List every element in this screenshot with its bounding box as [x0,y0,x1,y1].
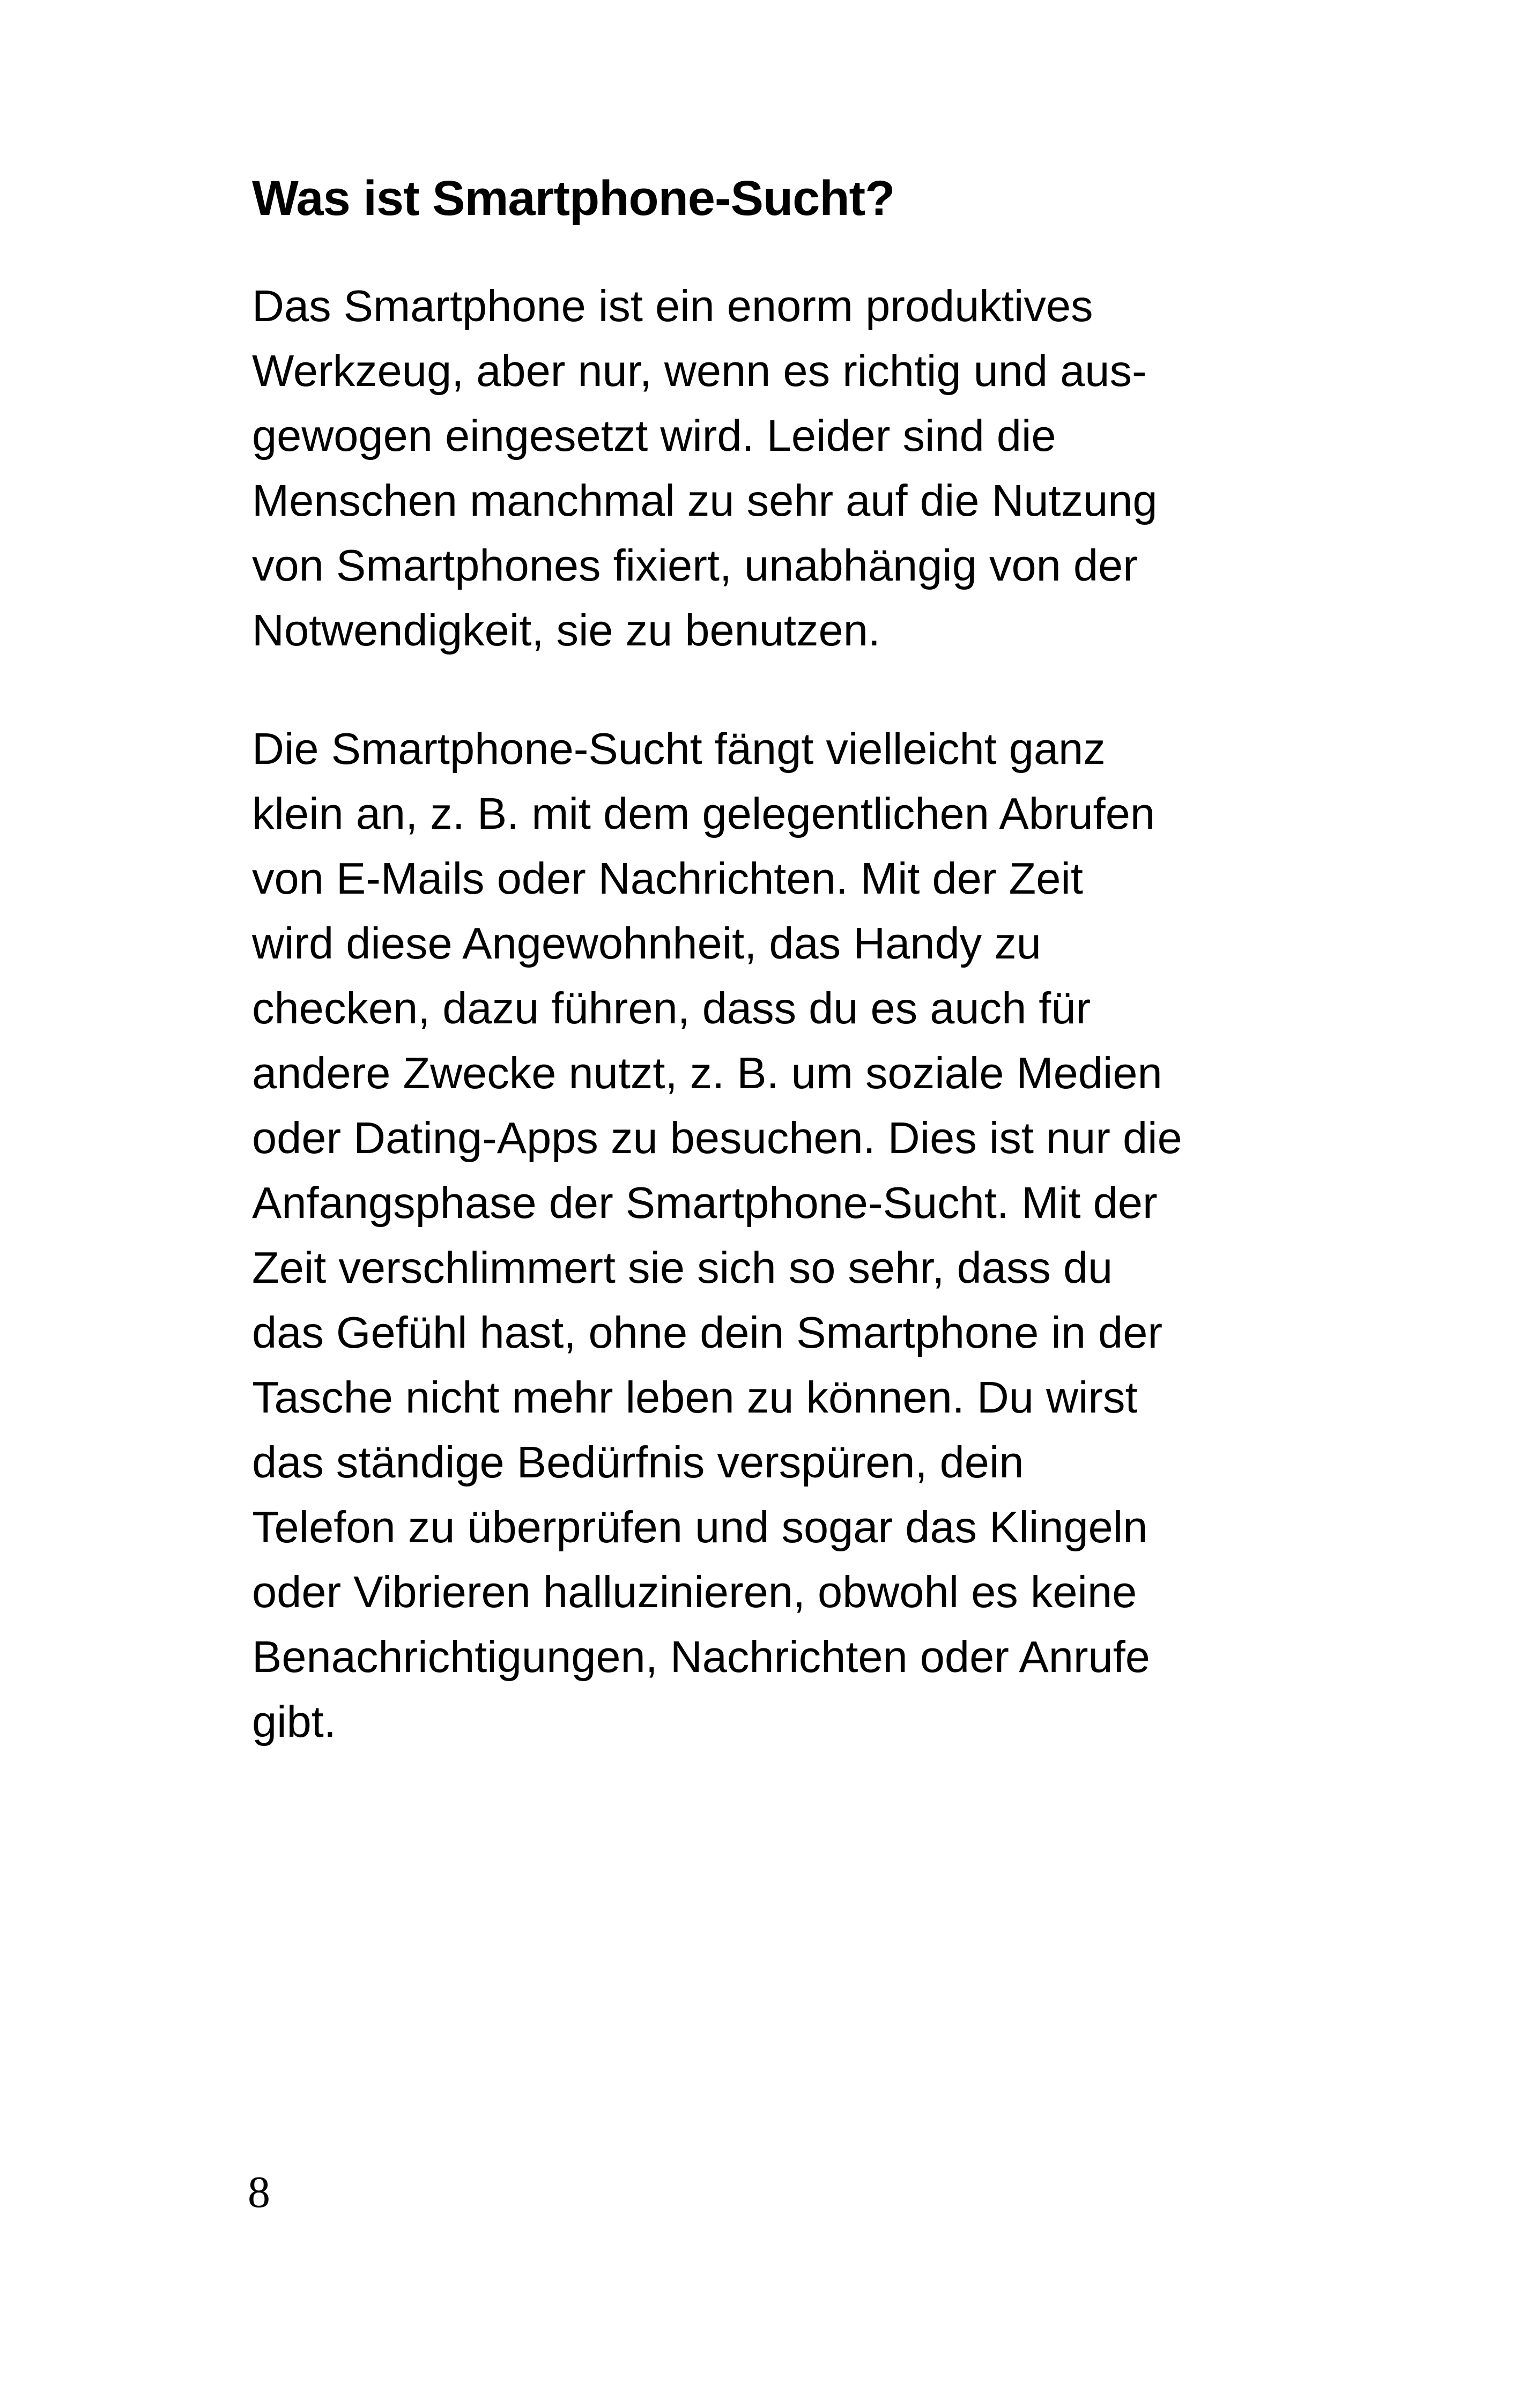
text-line: von Smartphones fixiert, unabhängig von der [252,540,1138,590]
text-line: Notwendigkeit, sie zu benutzen. [252,605,880,655]
text-line: von E-Mails oder Nachrichten. Mit der Zeit [252,853,1083,903]
text-line: checken, dazu führen, dass du es auch für [252,983,1091,1033]
paragraph-1 [252,273,1319,663]
text-line: wird diese Angewohnheit, das Handy zu [252,918,1041,968]
text-line: Das Smartphone ist ein enorm produktives [252,281,1093,331]
text-line: oder Dating-Apps zu besuchen. Dies ist nur die [252,1113,1182,1163]
text-line: gewogen eingesetzt wird. Leider sind die [252,411,1056,460]
paragraph-2 [252,716,1319,1754]
text-line: Die Smartphone-Sucht fängt vielleicht ganz [252,724,1106,774]
text-line: Anfangsphase der Smartphone-Sucht. Mit der [252,1178,1158,1228]
page-content [252,161,1319,1754]
text-line: andere Zwecke nutzt, z. B. um soziale Medien [252,1048,1162,1098]
text-line: Menschen manchmal zu sehr auf die Nutzung [252,475,1158,525]
text-line: Werkzeug, aber nur, wenn es richtig und aus- [252,346,1147,396]
text-line: gibt. [252,1697,336,1746]
section-heading: Was ist Smartphone-Sucht? [252,171,895,226]
text-line: das Gefühl hast, ohne dein Smartphone in der [252,1307,1163,1357]
text-line: das ständige Bedürfnis verspüren, dein [252,1437,1024,1487]
text-line: klein an, z. B. mit dem gelegentlichen Abrufen [252,789,1155,838]
text-line: oder Vibrieren halluzinieren, obwohl es keine [252,1567,1137,1617]
page-number: 8 [248,2167,270,2217]
text-line: Benachrichtigungen, Nachrichten oder Anrufe [252,1632,1150,1682]
text-line: Zeit verschlimmert sie sich so sehr, dass du [252,1243,1113,1292]
text-line: Telefon zu überprüfen und sogar das Klingeln [252,1502,1148,1552]
text-line: Tasche nicht mehr leben zu können. Du wirst [252,1372,1138,1422]
